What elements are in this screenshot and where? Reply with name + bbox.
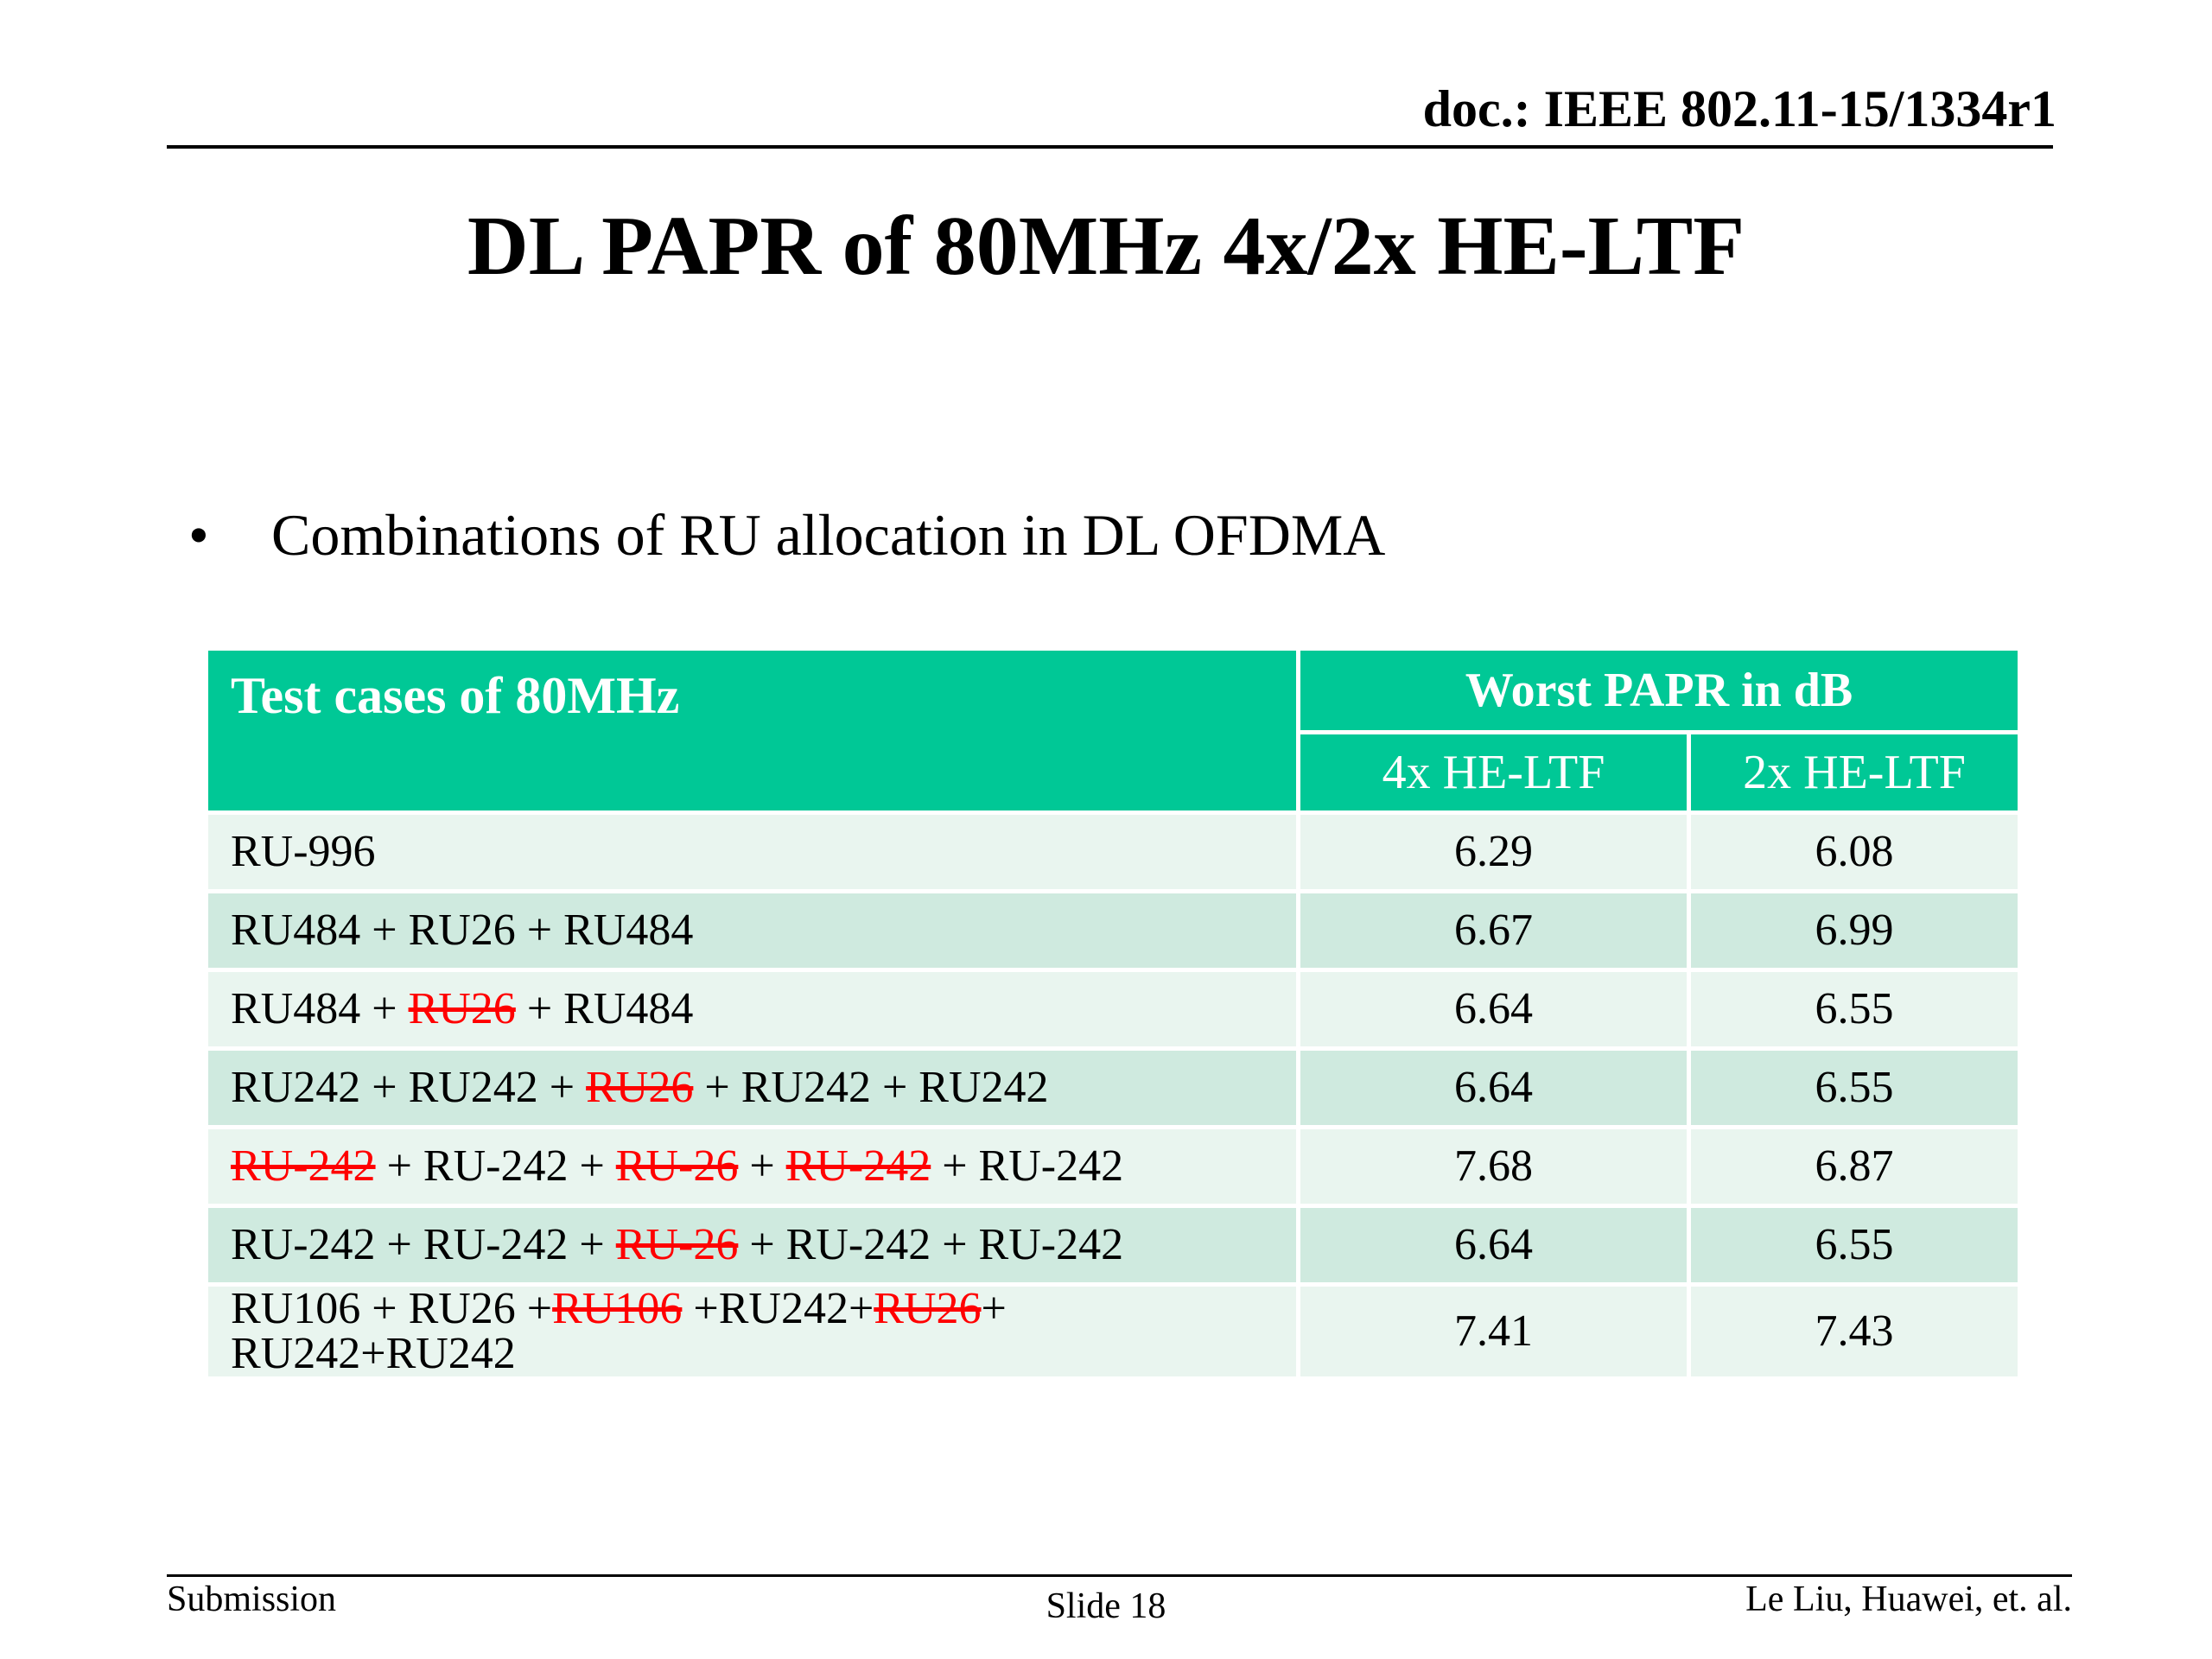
header-2x-he-ltf: 2x HE-LTF	[1689, 733, 2020, 813]
deleted-text: RU106	[552, 1284, 683, 1333]
case-text: + RU-242 + RU-242	[738, 1220, 1124, 1269]
table-row	[207, 1285, 2020, 1379]
papr-4x-cell: 6.64	[1299, 1049, 1689, 1128]
case-text: RU484 +	[231, 984, 409, 1033]
papr-2x-cell: 6.55	[1689, 1049, 2020, 1128]
papr-4x-cell: 6.64	[1299, 1206, 1689, 1285]
header-4x-he-ltf: 4x HE-LTF	[1299, 733, 1689, 813]
case-text: RU-996	[231, 827, 376, 876]
papr-2x-cell: 6.87	[1689, 1128, 2020, 1206]
case-text: + RU242 + RU242	[693, 1063, 1049, 1112]
papr-4x-cell: 6.64	[1299, 970, 1689, 1049]
deleted-text: RU26	[874, 1284, 982, 1333]
bullet-point	[188, 503, 1385, 568]
footer-divider	[167, 1574, 2072, 1577]
papr-4x-cell: 7.41	[1299, 1285, 1689, 1379]
papr-2x-cell: 6.99	[1689, 892, 2020, 970]
table-row	[207, 1206, 2020, 1285]
test-case-cell	[207, 892, 1299, 970]
case-text: + RU-242	[931, 1141, 1124, 1191]
case-text: +RU242+	[682, 1284, 874, 1333]
case-text: RU484 + RU26 + RU484	[231, 906, 694, 955]
test-case-cell	[207, 1285, 1299, 1379]
deleted-text: RU-242	[785, 1141, 931, 1191]
case-text: + RU242+RU242	[231, 1284, 1007, 1378]
papr-2x-cell: 6.55	[1689, 1206, 2020, 1285]
bullet-icon: •	[188, 502, 209, 568]
papr-4x-cell: 6.29	[1299, 813, 1689, 892]
footer-slide-number: Slide 18	[1046, 1586, 1166, 1626]
document-id: doc.: IEEE 802.11-15/1334r1	[1422, 80, 2056, 137]
case-text: RU242 + RU242 +	[231, 1063, 587, 1112]
header-test-cases: Test cases of 80MHz	[207, 649, 1299, 813]
header-divider	[167, 145, 2053, 149]
table-row	[207, 892, 2020, 970]
case-text: +	[738, 1141, 786, 1191]
table-row	[207, 1049, 2020, 1128]
slide-title: DL PAPR of 80MHz 4x/2x HE-LTF	[467, 200, 1745, 293]
papr-2x-cell: 6.08	[1689, 813, 2020, 892]
deleted-text: RU-26	[615, 1141, 739, 1191]
deleted-text: RU-26	[615, 1220, 739, 1269]
test-case-cell	[207, 1206, 1299, 1285]
table-row	[207, 970, 2020, 1049]
header-worst-papr: Worst PAPR in dB	[1299, 649, 2020, 733]
case-text: + RU-242 +	[375, 1141, 616, 1191]
deleted-text: RU26	[408, 984, 516, 1033]
papr-4x-cell: 7.68	[1299, 1128, 1689, 1206]
papr-2x-cell: 6.55	[1689, 970, 2020, 1049]
case-text: + RU484	[515, 984, 694, 1033]
test-case-cell	[207, 970, 1299, 1049]
papr-table	[204, 646, 2022, 1381]
case-text: RU106 + RU26 +	[231, 1284, 553, 1333]
test-case-cell	[207, 813, 1299, 892]
deleted-text: RU26	[586, 1063, 694, 1112]
test-case-cell	[207, 1128, 1299, 1206]
footer-authors: Le Liu, Huawei, et. al.	[1745, 1580, 2072, 1619]
table-row	[207, 813, 2020, 892]
test-case-cell	[207, 1049, 1299, 1128]
papr-4x-cell: 6.67	[1299, 892, 1689, 970]
footer-submission: Submission	[167, 1580, 337, 1619]
case-text: RU-242 + RU-242 +	[231, 1220, 616, 1269]
papr-2x-cell: 7.43	[1689, 1285, 2020, 1379]
bullet-text: Combinations of RU allocation in DL OFDMA	[271, 502, 1386, 568]
table-row	[207, 1128, 2020, 1206]
deleted-text: RU-242	[231, 1141, 376, 1191]
